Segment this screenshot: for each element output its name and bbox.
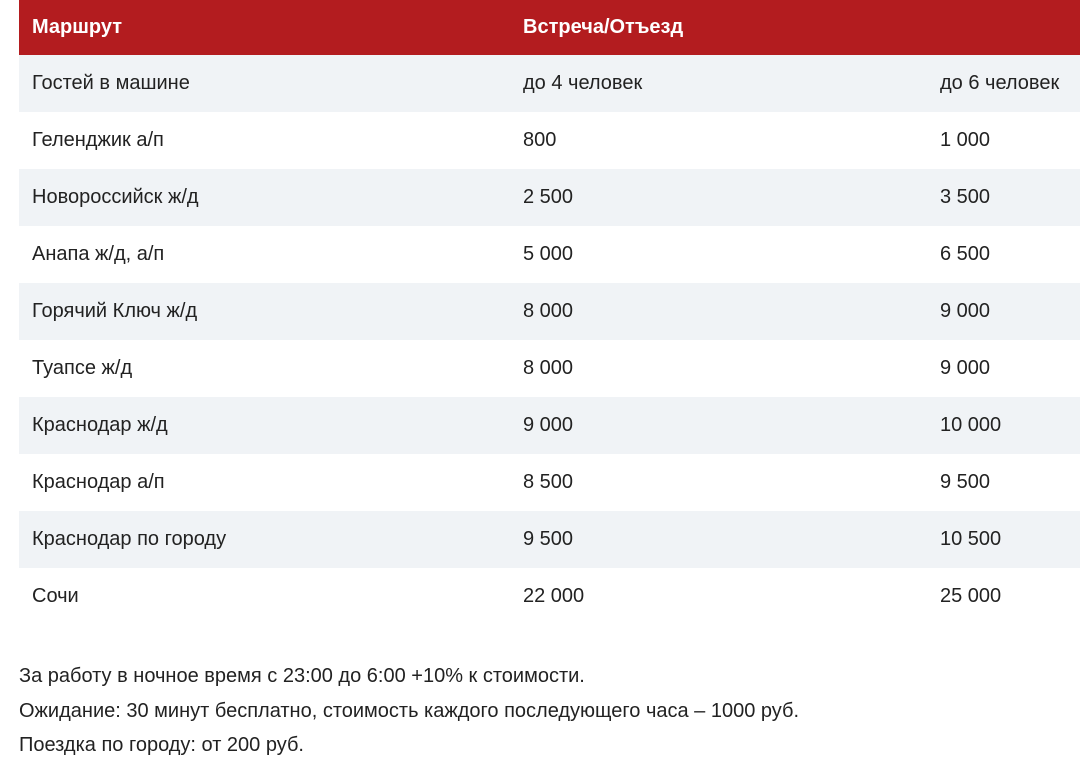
- price-6-cell: 3 500: [927, 169, 1080, 226]
- price-6-cell: до 6 человек: [927, 55, 1080, 112]
- table-row: [19, 283, 1080, 340]
- table-row: [19, 454, 1080, 511]
- price-4-cell: до 4 человек: [510, 55, 927, 112]
- price-4-cell: 5 000: [510, 226, 927, 283]
- table-row: [19, 568, 1080, 625]
- price-6-cell: 10 500: [927, 511, 1080, 568]
- route-cell: Гостей в машине: [19, 55, 510, 112]
- route-cell: Новороссийск ж/д: [19, 169, 510, 226]
- table-row: [19, 112, 1080, 169]
- price-4-cell: 800: [510, 112, 927, 169]
- table-row: [19, 55, 1080, 112]
- price-4-cell: 8 500: [510, 454, 927, 511]
- table-row: [19, 226, 1080, 283]
- header-route: Маршрут: [19, 0, 510, 55]
- price-6-cell: 1 000: [927, 112, 1080, 169]
- price-4-cell: 2 500: [510, 169, 927, 226]
- route-cell: Геленджик а/п: [19, 112, 510, 169]
- price-6-cell: 25 000: [927, 568, 1080, 625]
- table-header-row: [19, 0, 1080, 55]
- route-cell: Краснодар а/п: [19, 454, 510, 511]
- price-6-cell: 9 000: [927, 340, 1080, 397]
- price-6-cell: 10 000: [927, 397, 1080, 454]
- city-ride-note: Поездка по городу: от 200 руб.: [19, 734, 304, 756]
- notes-block: [19, 659, 799, 763]
- route-cell: Туапсе ж/д: [19, 340, 510, 397]
- price-4-cell: 8 000: [510, 283, 927, 340]
- price-6-cell: 9 000: [927, 283, 1080, 340]
- price-4-cell: 9 500: [510, 511, 927, 568]
- table-row: [19, 397, 1080, 454]
- table-row: [19, 169, 1080, 226]
- price-4-cell: 22 000: [510, 568, 927, 625]
- table-row: [19, 340, 1080, 397]
- route-cell: Анапа ж/д, а/п: [19, 226, 510, 283]
- price-4-cell: 9 000: [510, 397, 927, 454]
- price-table: [19, 0, 1080, 625]
- header-empty: [927, 0, 1080, 55]
- route-cell: Краснодар ж/д: [19, 397, 510, 454]
- route-cell: Сочи: [19, 568, 510, 625]
- header-meet-depart: Встреча/Отъезд: [510, 0, 927, 55]
- night-surcharge-note: За работу в ночное время с 23:00 до 6:00 +10% к стоимости.: [19, 665, 585, 687]
- route-cell: Горячий Ключ ж/д: [19, 283, 510, 340]
- price-6-cell: 9 500: [927, 454, 1080, 511]
- waiting-note: Ожидание: 30 минут бесплатно, стоимость каждого последующего часа – 1000 руб.: [19, 699, 800, 722]
- route-cell: Краснодар по городу: [19, 511, 510, 568]
- table-row: [19, 511, 1080, 568]
- price-6-cell: 6 500: [927, 226, 1080, 283]
- price-4-cell: 8 000: [510, 340, 927, 397]
